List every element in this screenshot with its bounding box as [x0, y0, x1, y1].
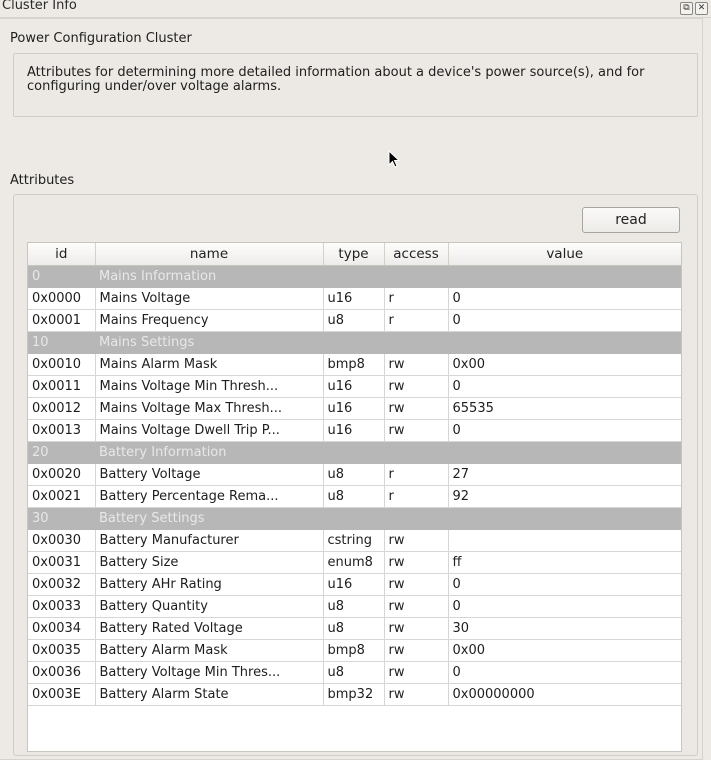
cell-name: Battery AHr Rating — [95, 574, 323, 596]
cell-type: u16 — [323, 574, 384, 596]
cell-id: 0x0033 — [28, 596, 95, 618]
window-title: Cluster Info — [2, 0, 77, 13]
cell-id: 0x003E — [28, 684, 95, 706]
attribute-row[interactable] — [28, 640, 681, 662]
attribute-row[interactable] — [28, 618, 681, 640]
cell-access: rw — [384, 376, 448, 398]
cell-value[interactable]: 0x00000000 — [448, 684, 681, 706]
cell-name: Battery Quantity — [95, 596, 323, 618]
cell-access: rw — [384, 552, 448, 574]
cell-name: Battery Percentage Rema... — [95, 486, 323, 508]
cell-id: 0x0010 — [28, 354, 95, 376]
cell-id: 0x0001 — [28, 310, 95, 332]
cluster-name: Power Configuration Cluster — [10, 31, 192, 46]
cluster-description: Attributes for determining more detailed information about a device's power source(s), and for configuring under/over voltage alarms. — [27, 65, 645, 94]
cell-id: 0x0031 — [28, 552, 95, 574]
attribute-row[interactable] — [28, 662, 681, 684]
group-name: Battery Information — [95, 442, 681, 464]
cell-access: rw — [384, 530, 448, 552]
cell-access: rw — [384, 398, 448, 420]
group-row[interactable] — [28, 508, 681, 530]
cell-access: r — [384, 464, 448, 486]
cell-access: r — [384, 310, 448, 332]
cell-type: u16 — [323, 420, 384, 442]
cell-value[interactable]: 0x00 — [448, 640, 681, 662]
cell-type: u8 — [323, 310, 384, 332]
cell-name: Mains Voltage — [95, 288, 323, 310]
group-name: Battery Settings — [95, 508, 681, 530]
cell-value[interactable]: 0 — [448, 662, 681, 684]
cell-name: Mains Alarm Mask — [95, 354, 323, 376]
float-window-icon[interactable]: ⧉ — [680, 2, 693, 15]
cell-value[interactable] — [448, 530, 681, 552]
attribute-row[interactable] — [28, 530, 681, 552]
cluster-description-box — [13, 53, 698, 117]
attribute-row[interactable] — [28, 310, 681, 332]
cell-value[interactable]: 30 — [448, 618, 681, 640]
cell-name: Battery Voltage — [95, 464, 323, 486]
cell-id: 0x0034 — [28, 618, 95, 640]
read-button[interactable]: read — [582, 207, 680, 233]
cell-value[interactable]: ff — [448, 552, 681, 574]
cell-type: bmp32 — [323, 684, 384, 706]
table-header — [28, 243, 681, 266]
cell-id: 0x0032 — [28, 574, 95, 596]
cell-id: 0x0012 — [28, 398, 95, 420]
attribute-row[interactable] — [28, 486, 681, 508]
close-window-icon[interactable]: ✕ — [695, 2, 708, 15]
cell-access: rw — [384, 574, 448, 596]
cell-value[interactable]: 0 — [448, 376, 681, 398]
column-header-value[interactable]: value — [448, 243, 681, 266]
cell-name: Mains Voltage Min Thresh... — [95, 376, 323, 398]
attribute-row[interactable] — [28, 288, 681, 310]
attribute-row[interactable] — [28, 552, 681, 574]
cell-value[interactable]: 27 — [448, 464, 681, 486]
attribute-row[interactable] — [28, 354, 681, 376]
cell-id: 0x0011 — [28, 376, 95, 398]
cell-name: Mains Voltage Dwell Trip P... — [95, 420, 323, 442]
cell-value[interactable]: 0 — [448, 288, 681, 310]
window-titlebar[interactable] — [0, 0, 711, 18]
cell-name: Mains Frequency — [95, 310, 323, 332]
cell-access: rw — [384, 684, 448, 706]
cell-type: u8 — [323, 618, 384, 640]
cell-name: Battery Manufacturer — [95, 530, 323, 552]
group-row[interactable] — [28, 266, 681, 288]
cell-name: Battery Alarm State — [95, 684, 323, 706]
column-header-name[interactable]: name — [95, 243, 323, 266]
attribute-row[interactable] — [28, 684, 681, 706]
cell-access: rw — [384, 618, 448, 640]
cell-id: 0x0021 — [28, 486, 95, 508]
group-id: 20 — [28, 442, 95, 464]
cell-type: u16 — [323, 398, 384, 420]
column-header-id[interactable]: id — [28, 243, 95, 266]
group-row[interactable] — [28, 332, 681, 354]
cell-access: r — [384, 486, 448, 508]
cell-access: rw — [384, 354, 448, 376]
cell-access: rw — [384, 596, 448, 618]
cell-id: 0x0020 — [28, 464, 95, 486]
column-header-access[interactable]: access — [384, 243, 448, 266]
cell-id: 0x0035 — [28, 640, 95, 662]
cell-name: Battery Alarm Mask — [95, 640, 323, 662]
cell-type: u8 — [323, 486, 384, 508]
cell-access: rw — [384, 662, 448, 684]
cell-type: enum8 — [323, 552, 384, 574]
group-id: 10 — [28, 332, 95, 354]
cell-name: Battery Size — [95, 552, 323, 574]
attribute-row[interactable] — [28, 420, 681, 442]
cell-access: rw — [384, 420, 448, 442]
cell-value[interactable]: 0 — [448, 420, 681, 442]
attribute-row[interactable] — [28, 464, 681, 486]
cell-id: 0x0000 — [28, 288, 95, 310]
cell-type: u16 — [323, 288, 384, 310]
cell-type: cstring — [323, 530, 384, 552]
column-header-type[interactable]: type — [323, 243, 384, 266]
group-id: 30 — [28, 508, 95, 530]
cell-type: u8 — [323, 662, 384, 684]
cell-type: bmp8 — [323, 640, 384, 662]
cell-name: Mains Voltage Max Thresh... — [95, 398, 323, 420]
attributes-table[interactable] — [27, 242, 682, 752]
cell-access: r — [384, 288, 448, 310]
cell-value[interactable]: 0 — [448, 574, 681, 596]
cell-name: Battery Voltage Min Thres... — [95, 662, 323, 684]
cell-id: 0x0030 — [28, 530, 95, 552]
mouse-cursor-icon — [388, 150, 402, 170]
cell-type: u16 — [323, 376, 384, 398]
attribute-row[interactable] — [28, 398, 681, 420]
cell-type: u8 — [323, 464, 384, 486]
right-edge — [703, 19, 711, 742]
cell-type: u8 — [323, 596, 384, 618]
attribute-row[interactable] — [28, 596, 681, 618]
cell-id: 0x0013 — [28, 420, 95, 442]
cell-value[interactable]: 0 — [448, 310, 681, 332]
cell-type: bmp8 — [323, 354, 384, 376]
cell-value[interactable]: 0x00 — [448, 354, 681, 376]
cell-value[interactable]: 65535 — [448, 398, 681, 420]
group-row[interactable] — [28, 442, 681, 464]
cell-value[interactable]: 0 — [448, 596, 681, 618]
attribute-row[interactable] — [28, 376, 681, 398]
attribute-row[interactable] — [28, 574, 681, 596]
cell-name: Battery Rated Voltage — [95, 618, 323, 640]
group-name: Mains Information — [95, 266, 681, 288]
attributes-label: Attributes — [10, 173, 75, 188]
cell-access: rw — [384, 640, 448, 662]
group-id: 0 — [28, 266, 95, 288]
cell-value[interactable]: 92 — [448, 486, 681, 508]
cell-id: 0x0036 — [28, 662, 95, 684]
group-name: Mains Settings — [95, 332, 681, 354]
